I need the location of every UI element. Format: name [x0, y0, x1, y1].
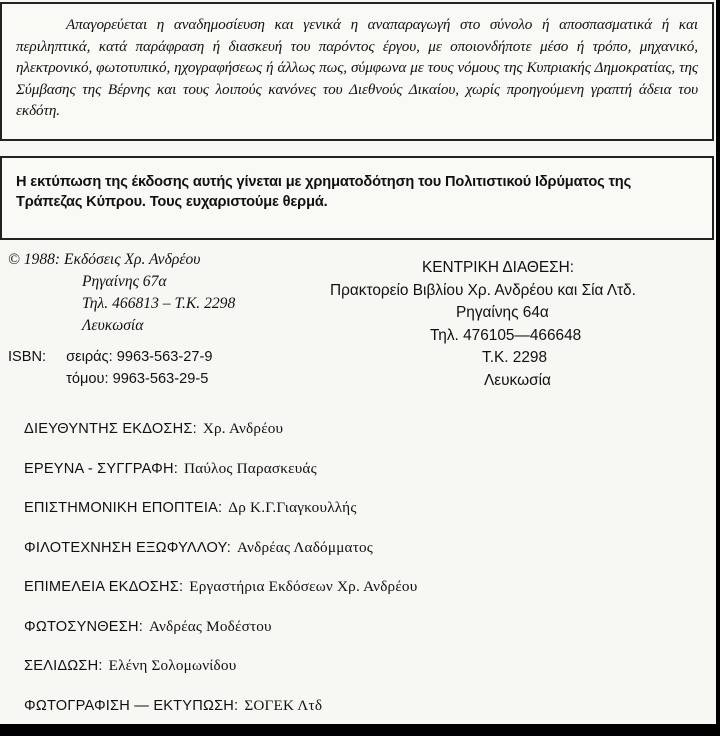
distribution-postcode: Τ.Κ. 2298 [330, 347, 720, 370]
credit-name: Παύλος Παρασκευάς [184, 460, 317, 477]
credit-row [24, 578, 714, 618]
credit-name: ΣΟΓΕΚ Λτδ [244, 697, 322, 714]
distribution-heading: ΚΕΝΤΡΙΚΗ ΔΙΑΘΕΣΗ: [330, 257, 720, 280]
distribution-block [330, 257, 720, 392]
credit-name: Ανδρέας Μοδέστου [149, 618, 272, 635]
isbn-series-label: σειράς: [66, 349, 113, 365]
credit-role: ΦΩΤΟΓΡΑΦΙΣΗ — ΕΚΤΥΠΩΣΗ: [24, 698, 238, 714]
publisher-city: Λευκωσία [8, 315, 235, 337]
credit-row [24, 460, 714, 500]
credit-name: Δρ Κ.Γ.Γιαγκουλλής [228, 499, 356, 516]
credit-row [24, 657, 714, 697]
distribution-city: Λευκωσία [330, 370, 720, 393]
isbn-volume-label: τόμου: [66, 371, 108, 387]
copyright-notice-box [0, 2, 714, 141]
credit-name: Εργαστήρια Εκδόσεων Χρ. Ανδρέου [189, 578, 417, 595]
isbn-block [8, 346, 212, 390]
credit-name: Ανδρέας Λαδόμματος [237, 539, 373, 556]
credit-row [24, 420, 714, 460]
distribution-agency: Πρακτορείο Βιβλίου Χρ. Ανδρέου και Σία Λτδ. [330, 280, 720, 303]
credit-row [24, 539, 714, 579]
credit-row [24, 499, 714, 539]
isbn-series-value: 9963-563-27-9 [117, 349, 213, 365]
sponsor-note-text: Η εκτύπωση της έκδοσης αυτής γίνεται με χρηματοδότηση του Πολιτιστικού Ιδρύματος της Τράπεζας Κύπρου. Τους ευχαριστούμε θερμά. [16, 172, 700, 212]
credit-role: ΕΠΙΜΕΛΕΙΑ ΕΚΔΟΣΗΣ: [24, 579, 183, 595]
credit-role: ΕΠΙΣΤΗΜΟΝΙΚΗ ΕΠΟΠΤΕΙΑ: [24, 500, 222, 516]
credits-list [24, 420, 714, 736]
credit-role: ΦΩΤΟΣΥΝΘΕΣΗ: [24, 619, 143, 635]
credit-row [24, 618, 714, 658]
distribution-address: Ρηγαίνης 64α [330, 302, 720, 325]
isbn-label: ISBN: [8, 346, 62, 368]
credit-role: ΣΕΛΙΔΩΣΗ: [24, 658, 103, 674]
credit-name: Ελένη Σολομωνίδου [109, 657, 237, 674]
credit-role: ΕΡΕΥΝΑ - ΣΥΓΓΡΑΦΗ: [24, 461, 178, 477]
publisher-line: © 1988: Εκδόσεις Χρ. Ανδρέου [8, 249, 235, 271]
copyright-notice-text: Απαγορεύεται η αναδημοσίευση και γενικά η αναπαραγωγή στο σύνολο ή αποσπασματικά ή και περιληπτικά, κατά παράφραση ή διασκευή του παρόντος έργου, με οποιονδήποτε μέσο ή τρόπο, μηχανικό, ηλεκτρονικό, φωτοτυπικό, ηχογραφήσεως ή άλλως πως, σύμφωνα με τους νόμους της Κυπριακής Δημοκρατίας, της Σύμβασης της Βέρνης και τους λοιπούς κανόνες του Διεθνούς Δικαίου, χωρίς προηγούμενη γραπτή άδεια του εκδότη. [16, 14, 698, 122]
isbn-series-row [8, 346, 212, 368]
publisher-phone: Τηλ. 466813 – Τ.Κ. 2298 [8, 293, 235, 315]
credit-row [24, 697, 714, 736]
isbn-volume-value: 9963-563-29-5 [113, 371, 209, 387]
credit-name: Χρ. Ανδρέου [203, 420, 283, 437]
sponsor-note-box [0, 156, 714, 240]
credit-role: ΦΙΛΟΤΕΧΝΗΣΗ ΕΞΩΦΥΛΛΟΥ: [24, 540, 231, 556]
isbn-volume-row [8, 368, 212, 390]
distribution-phone: Τηλ. 476105—466648 [330, 325, 720, 348]
publisher-address: Ρηγαίνης 67α [8, 271, 235, 293]
credit-role: ΔΙΕΥΘΥΝΤΗΣ ΕΚΔΟΣΗΣ: [24, 421, 197, 437]
publisher-block [8, 249, 235, 337]
